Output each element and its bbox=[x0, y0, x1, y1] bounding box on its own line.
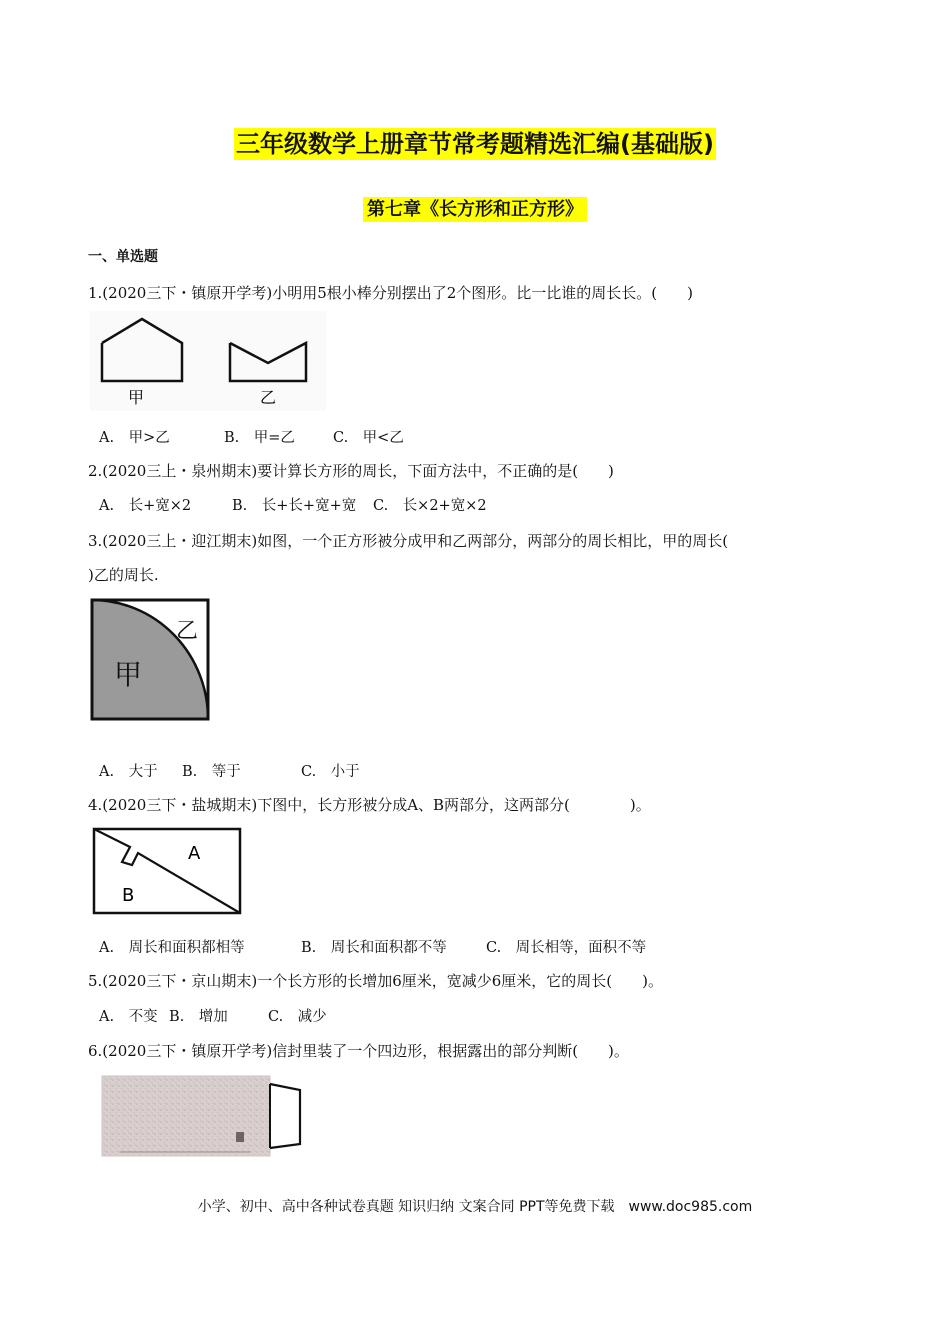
q3-option-a: A. 大于 bbox=[99, 764, 158, 780]
question-1-figure bbox=[90, 311, 326, 411]
question-3-figure bbox=[90, 598, 212, 722]
q3-option-b: B. 等于 bbox=[182, 764, 241, 780]
q2-option-b: B. 长+长+宽+宽 bbox=[232, 498, 357, 514]
q1-option-b: B. 甲=乙 bbox=[224, 430, 295, 446]
label-a: A bbox=[188, 843, 201, 864]
question-3-text-line2: )乙的周长. bbox=[88, 566, 159, 584]
q2-option-a: A. 长+宽×2 bbox=[99, 498, 192, 514]
question-2-text: 2.(2020三上・泉州期末)要计算长方形的周长，下面方法中，不正确的是( ) bbox=[88, 462, 614, 480]
q4-option-c: C. 周长相等，面积不等 bbox=[486, 940, 647, 956]
label-jia: 甲 bbox=[114, 658, 143, 691]
q4-option-b: B. 周长和面积都不等 bbox=[301, 940, 447, 956]
exposed-quadrilateral bbox=[270, 1084, 300, 1148]
chapter-title-text: 第七章《长方形和正方形》 bbox=[363, 197, 587, 222]
q5-option-a: A. 不变 bbox=[99, 1009, 158, 1025]
label-yi: 乙 bbox=[260, 388, 277, 407]
q2-option-c: C. 长×2+宽×2 bbox=[373, 498, 487, 514]
label-yi: 乙 bbox=[176, 619, 199, 644]
document-title bbox=[0, 124, 950, 159]
question-1-text: 1.(2020三下・镇原开学考)小明用5根小棒分别摆出了2个图形。比一比谁的周长长。( ) bbox=[88, 284, 693, 302]
section-heading: 一、单选题 bbox=[88, 249, 158, 265]
q5-option-b: B. 增加 bbox=[169, 1009, 228, 1025]
question-5-text: 5.(2020三下・京山期末)一个长方形的长增加6厘米，宽减少6厘米，它的周长( )。 bbox=[88, 972, 663, 990]
envelope-stamp bbox=[236, 1132, 244, 1142]
q4-option-a: A. 周长和面积都相等 bbox=[99, 940, 245, 956]
question-4-text: 4.(2020三下・盐城期末)下图中，长方形被分成A、B两部分，这两部分( )。 bbox=[88, 796, 651, 814]
question-6-figure bbox=[100, 1072, 310, 1162]
q1-option-c: C. 甲<乙 bbox=[333, 430, 404, 446]
question-4-figure bbox=[92, 827, 244, 917]
page-footer: 小学、初中、高中各种试卷真题 知识归纳 文案合同 PPT等免费下载 www.doc985.com bbox=[197, 1199, 753, 1215]
q3-option-c: C. 小于 bbox=[301, 764, 360, 780]
question-6-text: 6.(2020三下・镇原开学考)信封里装了一个四边形，根据露出的部分判断( )。 bbox=[88, 1042, 629, 1060]
envelope bbox=[102, 1076, 270, 1156]
q5-option-c: C. 减少 bbox=[268, 1009, 327, 1025]
chapter-title bbox=[0, 195, 950, 221]
q1-option-a: A. 甲>乙 bbox=[99, 430, 170, 446]
document-title-text: 三年级数学上册章节常考题精选汇编(基础版) bbox=[236, 130, 714, 158]
label-b: B bbox=[122, 885, 135, 906]
label-jia: 甲 bbox=[128, 388, 145, 407]
question-3-text-line1: 3.(2020三上・迎江期末)如图，一个正方形被分成甲和乙两部分，两部分的周长相比，甲的周长( bbox=[88, 532, 729, 550]
